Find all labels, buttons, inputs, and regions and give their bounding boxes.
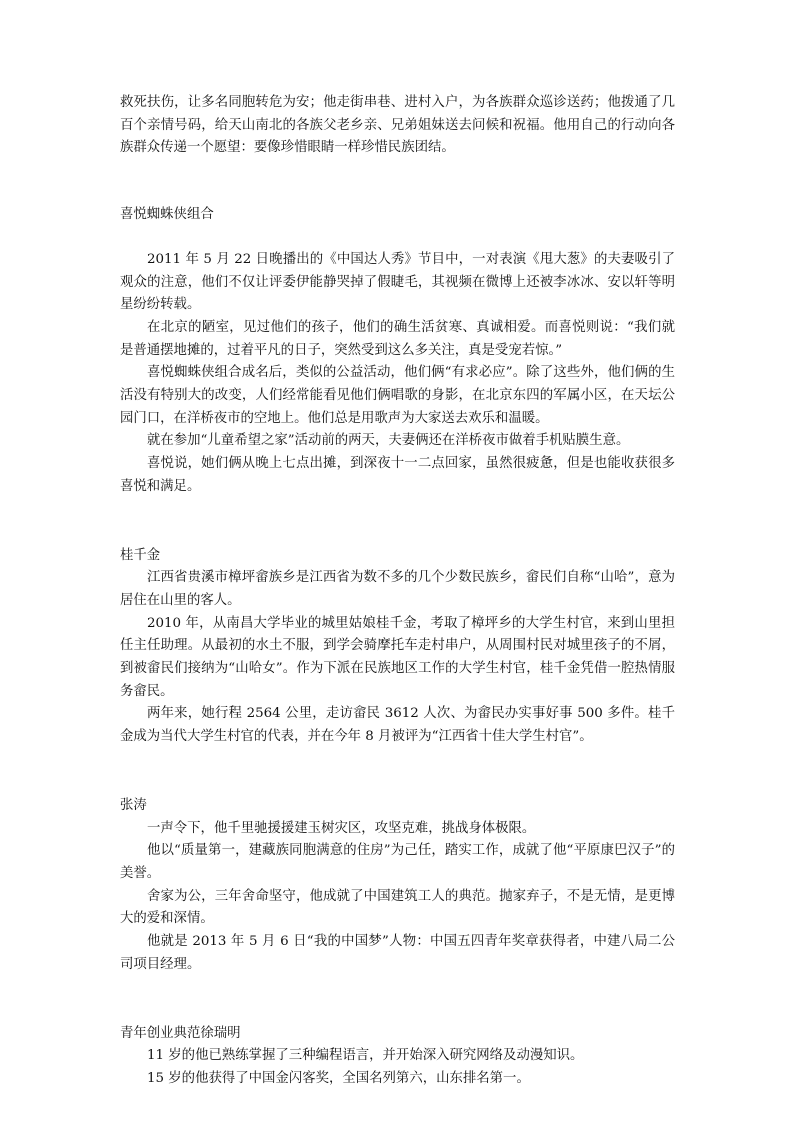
paragraph: 喜悦说，她们俩从晚上七点出摊，到深夜十一二点回家，虽然很疲惫，但是也能收获很多喜悦和满足。 bbox=[120, 456, 675, 494]
paragraph: 他以“质量第一，建藏族同胞满意的住房”为己任，踏实工作，成就了他“平原康巴汉子”的美誉。 bbox=[120, 843, 675, 881]
section-title-xiyue: 喜悦蜘蛛侠组合 bbox=[120, 207, 214, 223]
paragraph: 11 岁的他已熟练掌握了三种编程语言，并开始深入研究网络及动漫知识。 bbox=[147, 1048, 584, 1064]
paragraph: 15 岁的他获得了中国金闪客奖，全国名列第六，山东排名第一。 bbox=[147, 1070, 530, 1086]
document-page bbox=[120, 92, 675, 1091]
paragraph: 江西省贵溪市樟坪畲族乡是江西省为数不多的几个少数民族乡，畲民们自称“山哈”，意为居住在山里的客人。 bbox=[120, 570, 675, 608]
paragraph: 喜悦蜘蛛侠组合成名后，类似的公益活动，他们俩“有求必应”。除了这些外，他们俩的生活没有特别大的改变，人们经常能看见他们俩唱歌的身影，在北京东四的军属小区，在天坛公园门口，在洋桥夜市的空地上。他们总是用歌声为大家送去欢乐和温暖。 bbox=[120, 365, 675, 426]
paragraph: 就在参加“儿童希望之家”活动前的两天，夫妻俩还在洋桥夜市做着手机贴膜生意。 bbox=[147, 433, 630, 449]
section-title-zhangtao: 张涛 bbox=[120, 797, 147, 813]
paragraph: 在北京的陋室，见过他们的孩子，他们的确生活贫寒、真诚相爱。而喜悦则说：“我们就是普通摆地摊的，过着平凡的日子，突然受到这么多关注，真是受宠若惊。” bbox=[120, 319, 675, 358]
paragraph: 两年来，她行程 2564 公里，走访畲民 3612 人次、为畲民办实事好事 500 多件。桂千金成为当代大学生村官的代表，并在今年 8 月被评为“江西省十佳大学生村官”。 bbox=[120, 706, 675, 745]
section-title-xuruiming: 青年创业典范徐瑞明 bbox=[120, 1025, 241, 1041]
paragraph: 一声令下，他千里驰援援建玉树灾区，攻坚克难，挑战身体极限。 bbox=[147, 820, 536, 836]
paragraph: 2011 年 5 月 22 日晚播出的《中国达人秀》节目中，一对表演《甩大葱》的夫妻吸引了观众的注意，他们不仅让评委伊能静哭掉了假睫毛，其视频在微博上还被李冰冰、安以轩等明星纷纷转载。 bbox=[120, 251, 675, 313]
intro-paragraph: 救死扶伤，让多名同胞转危为安；他走街串巷、进村入户，为各族群众巡诊送药；他拨通了几百个亲情号码，给天山南北的各族父老乡亲、兄弟姐妹送去问候和祝福。他用自己的行动向各族群众传递一个愿望：要像珍惜眼睛一样珍惜民族团结。 bbox=[120, 95, 675, 156]
paragraph: 2010 年，从南昌大学毕业的城里姑娘桂千金，考取了樟坪乡的大学生村官，来到山里担任主任助理。从最初的水土不服，到学会骑摩托车走村串户，从周围村民对城里孩子的不屑，到被畲民们接纳为“山哈女”。作为下派在民族地区工作的大学生村官，桂千金凭借一腔热情服务畲民。 bbox=[120, 615, 675, 699]
paragraph: 他就是 2013 年 5 月 6 日“我的中国梦”人物：中国五四青年奖章获得者，中建八局二公司项目经理。 bbox=[120, 934, 675, 972]
section-title-guiqianjin: 桂千金 bbox=[120, 547, 161, 563]
paragraph: 舍家为公，三年舍命坚守，他成就了中国建筑工人的典范。抛家弃子，不是无情，是更博大的爱和深情。 bbox=[120, 888, 675, 927]
